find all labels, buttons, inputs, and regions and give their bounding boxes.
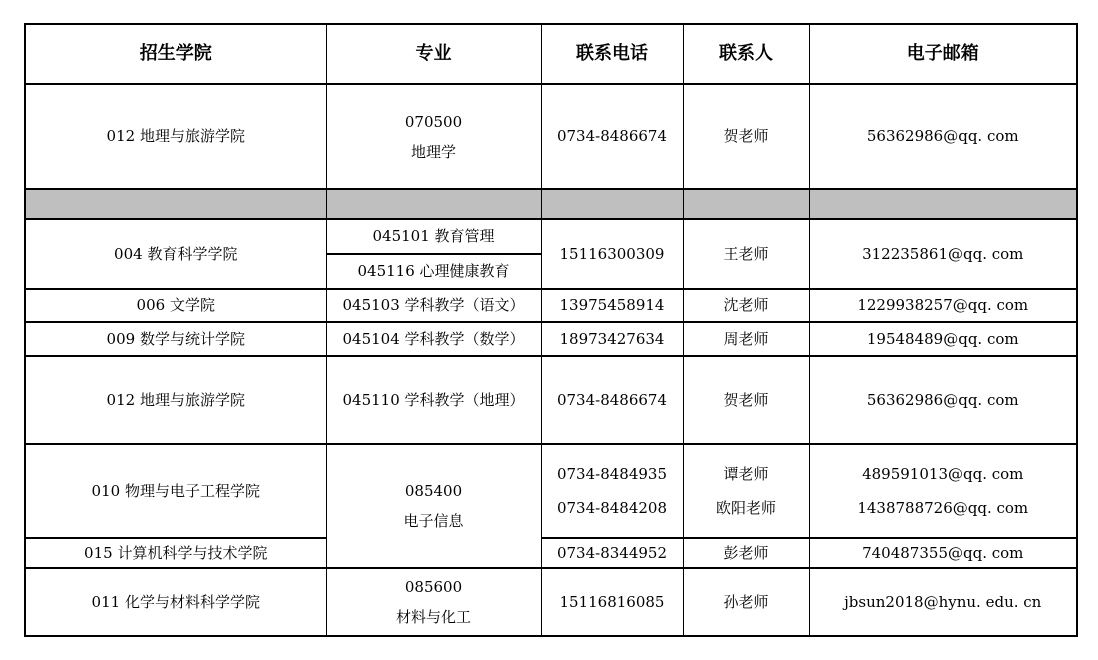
empty-cell <box>541 189 683 219</box>
table-row <box>25 289 1077 322</box>
email-line: 1438788726@qq. com <box>857 499 1029 517</box>
cell-major: 045101 教育管理 <box>326 219 541 254</box>
cell-email: jbsun2018@hynu. edu. cn <box>809 568 1077 636</box>
cell-college: 004 教育科学学院 <box>25 219 326 289</box>
cell-email: 56362986@qq. com <box>809 356 1077 444</box>
cell-college: 011 化学与材料科学学院 <box>25 568 326 636</box>
cell-email: 19548489@qq. com <box>809 322 1077 356</box>
table-row <box>25 219 1077 254</box>
cell-phone: 0734-8486674 <box>541 84 683 189</box>
table-row <box>25 538 1077 568</box>
cell-major: 045104 学科教学（数学） <box>326 322 541 356</box>
cell-major <box>326 444 541 568</box>
cell-phone: 0734-8486674 <box>541 356 683 444</box>
cell-phone: 15116300309 <box>541 219 683 289</box>
major-name: 电子信息 <box>403 512 464 530</box>
cell-email: 1229938257@qq. com <box>809 289 1077 322</box>
cell-contact: 贺老师 <box>683 356 809 444</box>
table-row <box>25 356 1077 444</box>
cell-major: 045116 心理健康教育 <box>326 254 541 289</box>
contact-line: 谭老师 <box>723 465 769 483</box>
cell-college: 012 地理与旅游学院 <box>25 84 326 189</box>
cell-email: 312235861@qq. com <box>809 219 1077 289</box>
cell-college: 012 地理与旅游学院 <box>25 356 326 444</box>
cell-contact: 周老师 <box>683 322 809 356</box>
cell-major: 045110 学科教学（地理） <box>326 356 541 444</box>
header-phone: 联系电话 <box>541 24 683 84</box>
cell-major: 045103 学科教学（语文） <box>326 289 541 322</box>
cell-college: 010 物理与电子工程学院 <box>25 444 326 538</box>
header-college: 招生学院 <box>25 24 326 84</box>
empty-cell <box>25 189 326 219</box>
contact-table <box>24 23 1078 637</box>
cell-college: 009 数学与统计学院 <box>25 322 326 356</box>
cell-phone <box>541 444 683 538</box>
separator-row <box>25 189 1077 219</box>
cell-contact: 沈老师 <box>683 289 809 322</box>
cell-college: 006 文学院 <box>25 289 326 322</box>
table-row <box>25 322 1077 356</box>
header-contact: 联系人 <box>683 24 809 84</box>
major-code: 070500 <box>404 112 463 131</box>
major-code: 085400 <box>404 482 463 500</box>
email-line: 489591013@qq. com <box>862 465 1024 483</box>
major-code: 085600 <box>404 578 463 596</box>
major-name: 地理学 <box>410 142 456 161</box>
cell-major <box>326 84 541 189</box>
cell-contact: 孙老师 <box>683 568 809 636</box>
empty-cell <box>326 189 541 219</box>
cell-contact: 王老师 <box>683 219 809 289</box>
cell-contact: 彭老师 <box>683 538 809 568</box>
phone-line: 0734-8484935 <box>556 465 668 483</box>
cell-college: 015 计算机科学与技术学院 <box>25 538 326 568</box>
table-row <box>25 568 1077 636</box>
cell-phone: 15116816085 <box>541 568 683 636</box>
table-row <box>25 84 1077 189</box>
cell-phone: 0734-8344952 <box>541 538 683 568</box>
header-email: 电子邮箱 <box>809 24 1077 84</box>
cell-email: 56362986@qq. com <box>809 84 1077 189</box>
cell-phone: 13975458914 <box>541 289 683 322</box>
cell-email: 740487355@qq. com <box>809 538 1077 568</box>
phone-line: 0734-8484208 <box>556 499 668 517</box>
table-row <box>25 444 1077 538</box>
major-name: 材料与化工 <box>395 608 471 626</box>
contact-line: 欧阳老师 <box>715 499 776 517</box>
header-major: 专业 <box>326 24 541 84</box>
empty-cell <box>683 189 809 219</box>
cell-email <box>809 444 1077 538</box>
cell-major <box>326 568 541 636</box>
cell-contact: 贺老师 <box>683 84 809 189</box>
empty-cell <box>809 189 1077 219</box>
cell-phone: 18973427634 <box>541 322 683 356</box>
cell-contact <box>683 444 809 538</box>
table-header-row <box>25 24 1077 84</box>
